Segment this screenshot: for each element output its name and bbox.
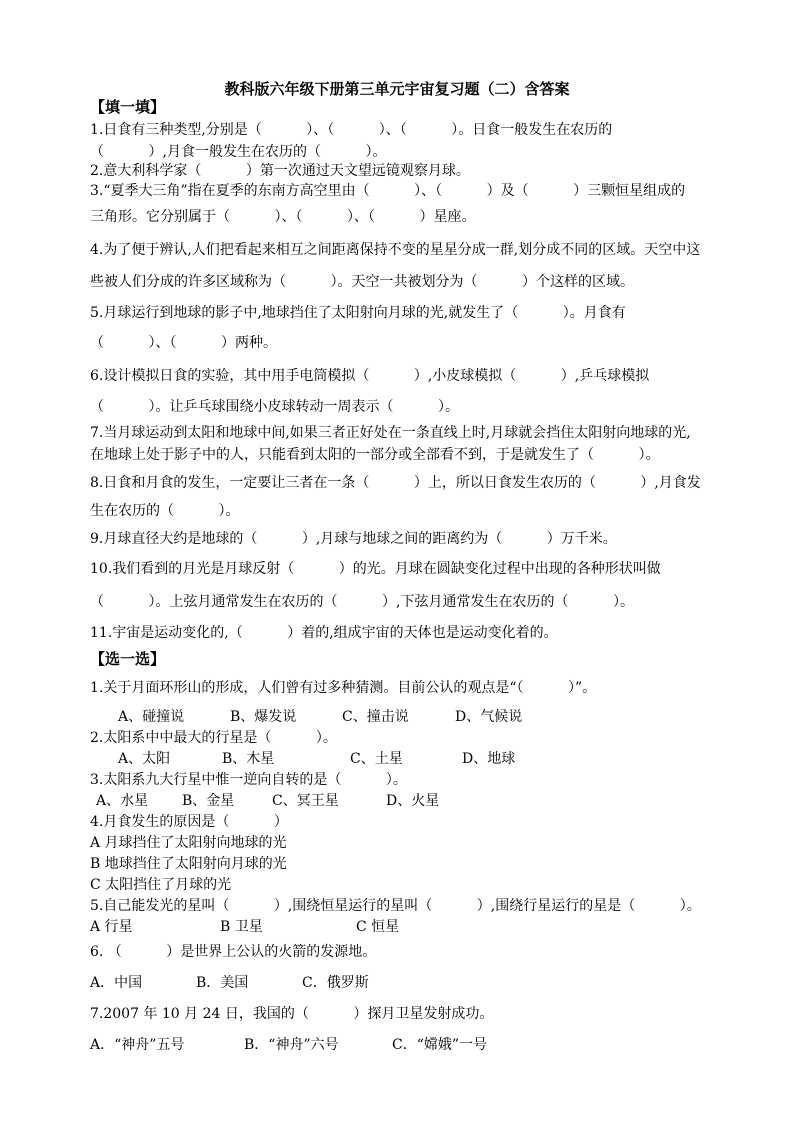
question-7: 7.2007 年 10 月 24 日，我国的（ ）探月卫星发射成功。 [90, 1006, 494, 1022]
q2-option-b: B、木星 [222, 751, 275, 767]
q5-option-c: C 恒星 [356, 919, 400, 935]
fill-line: （ ）。上弦月通常发生在农历的（ ）,下弦月通常发生在农历的（ ）。 [90, 594, 634, 610]
q7-option-a: A．“神舟”五号 [90, 1037, 185, 1053]
q4-option-b: B 地球挡住了太阳射向月球的光 [90, 856, 287, 872]
q3-option-d: D、火星 [386, 793, 440, 809]
fill-line: 8.日食和月食的发生，一定要让三者在一条（ ）上，所以日食发生农历的（ ）,月食发 [90, 475, 701, 491]
fill-line: 2.意大利科学家（ ）第一次通过天文望远镜观察月球。 [90, 163, 470, 179]
q1-option-c: C、撞击说 [342, 709, 409, 725]
q2-option-d: D、地球 [462, 751, 516, 767]
fill-line: 9.月球直径大约是地球的（ ）,月球与地球之间的距离约为（ ）万千米。 [90, 531, 617, 547]
fill-line: 1.日食有三种类型,分别是（ ）、（ ）、（ ）。日食一般发生在农历的 [90, 122, 613, 138]
q6-option-a: A．中国 [90, 975, 143, 991]
section-fill-heading: 【填一填】 [90, 98, 166, 116]
q6-option-c: C．俄罗斯 [302, 975, 369, 991]
fill-line: 生在农历的（ ）。 [90, 503, 240, 519]
q5-option-a: A 行星 [90, 919, 133, 935]
fill-line: 11.宇宙是运动变化的,（ ）着的,组成宇宙的天体也是运动变化着的。 [90, 625, 558, 641]
q7-option-c: C．“嫦娥”一号 [392, 1037, 488, 1053]
fill-line: 些被人们分成的许多区域称为（ ）。天空一共被划分为（ ）个这样的区域。 [90, 274, 635, 290]
question-2: 2.太阳系中中最大的行星是（ ）。 [90, 730, 337, 746]
section-choose-heading: 【选一选】 [90, 650, 166, 668]
question-4: 4.月食发生的原因是（ ） [90, 814, 288, 830]
question-5: 5.自己能发光的星叫（ ）,围绕恒星运行的星叫（ ）,围绕行星运行的星是（ ）。 [90, 898, 701, 914]
q1-option-d: D、气候说 [455, 709, 523, 725]
q3-option-b: B、金星 [182, 793, 235, 809]
fill-line: 6.设计模拟日食的实验，其中用手电筒模拟（ ）,小皮球模拟（ ）,乒乓球模拟 [90, 368, 650, 384]
question-3: 3.太阳系九大行星中惟一逆向自转的是（ ）。 [90, 772, 407, 788]
q5-option-b: B 卫星 [220, 919, 263, 935]
q4-option-a: A 月球挡住了太阳射向地球的光 [90, 835, 287, 851]
fill-line: （ ）,月食一般发生在农历的（ ）。 [90, 144, 387, 160]
q6-option-b: B．美国 [196, 975, 249, 991]
q4-option-c: C 太阳挡住了月球的光 [90, 877, 232, 893]
q7-option-b: B．“神舟”六号 [244, 1037, 339, 1053]
q2-option-c: C、土星 [350, 751, 403, 767]
fill-line: 5.月球运行到地球的影子中,地球挡住了太阳射向月球的光,就发生了（ ）。月食有 [90, 305, 626, 321]
fill-line: （ ）、（ ）两种。 [90, 335, 278, 351]
fill-line: 3.“夏季大三角”指在夏季的东南方高空里由（ ）、（ ）及（ ）三颗恒星组成的 [90, 183, 686, 199]
document-title: 教科版六年级下册第三单元宇宙复习题（二）含答案 [224, 80, 570, 98]
fill-line: 7.当月球运动到太阳和地球中间,如果三者正好处在一条直线上时,月球就会挡住太阳射向地球的光, [90, 425, 691, 441]
question-1: 1.关于月面环形山的形成，人们曾有过多种猜测。目前公认的观点是“（ ）”。 [90, 680, 597, 696]
fill-line: 在地球上处于影子中的人，只能看到太阳的一部分或全部看不到，于是就发生了（ ）。 [90, 447, 660, 463]
q1-option-b: B、爆发说 [230, 709, 297, 725]
q3-option-c: C、冥王星 [272, 793, 339, 809]
q1-option-a: A、碰撞说 [118, 709, 185, 725]
fill-line: 10.我们看到的月光是月球反射（ ）的光。月球在圆缺变化过程中出现的各种形状叫做 [90, 561, 661, 577]
fill-line: （ ）。让乒乓球围绕小皮球转动一周表示（ ）。 [90, 399, 460, 415]
fill-line: 4.为了便于辨认,人们把看起来相互之间距离保持不变的星星分成一群,划分成不同的区域。天空中这 [90, 242, 701, 258]
q3-option-a: A、水星 [96, 793, 149, 809]
fill-line: 三角形。它分别属于（ ）、（ ）、（ ）星座。 [90, 209, 476, 225]
q2-option-a: A、太阳 [118, 751, 171, 767]
question-6: 6. （ ）是世界上公认的火箭的发源地。 [90, 944, 377, 960]
